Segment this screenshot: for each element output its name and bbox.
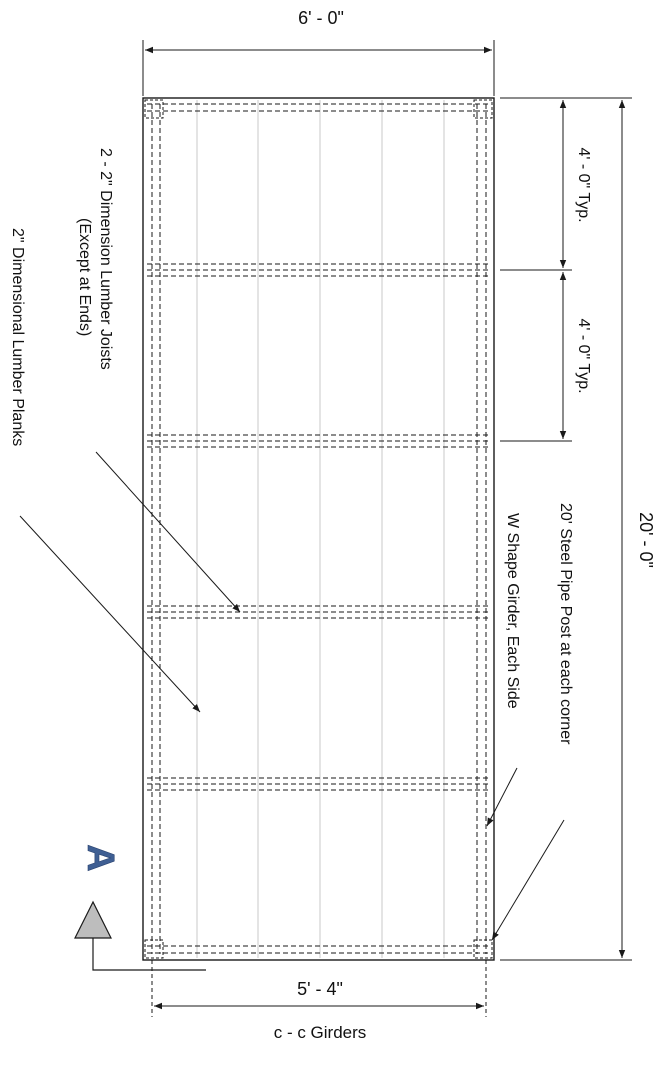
- deck-outline: [143, 98, 494, 960]
- interior-joists: [147, 264, 490, 790]
- girder-callout: W Shape Girder, Each Side: [504, 513, 521, 709]
- bay-spacing-label-2: 4' - 0" Typ.: [575, 318, 592, 394]
- w-shape-girders: [152, 104, 486, 954]
- post-bottom-right: [474, 940, 492, 958]
- overall-width-label: 6' - 0": [298, 8, 344, 28]
- section-letter: A: [79, 844, 121, 872]
- girder-spacing-label: 5' - 4": [297, 979, 343, 999]
- joists-callout-line1: 2 - 2" Dimension Lumber Joists: [97, 148, 114, 370]
- section-arrow-icon: [75, 902, 111, 938]
- post-leader: [492, 820, 564, 940]
- overall-length-label: 20' - 0": [636, 512, 656, 568]
- joists-leader: [96, 452, 240, 612]
- section-marker: [75, 844, 206, 970]
- post-callout: 20' Steel Pipe Post at each corner: [557, 503, 574, 745]
- section-cut-line: [93, 938, 206, 970]
- plank-lines: [197, 100, 444, 958]
- planks-leader: [20, 516, 200, 712]
- post-bottom-left: [145, 940, 163, 958]
- girder-leader: [487, 768, 517, 826]
- bay-spacing-label-1: 4' - 0" Typ.: [575, 147, 592, 223]
- planks-callout: 2" Dimensional Lumber Planks: [9, 228, 26, 447]
- bay-spacing-dimension: [500, 100, 572, 441]
- end-joists: [147, 104, 490, 953]
- overall-width-dimension: [143, 40, 494, 96]
- girder-spacing-caption: c - c Girders: [273, 1023, 367, 1042]
- joists-callout-line2: (Except at Ends): [76, 218, 93, 337]
